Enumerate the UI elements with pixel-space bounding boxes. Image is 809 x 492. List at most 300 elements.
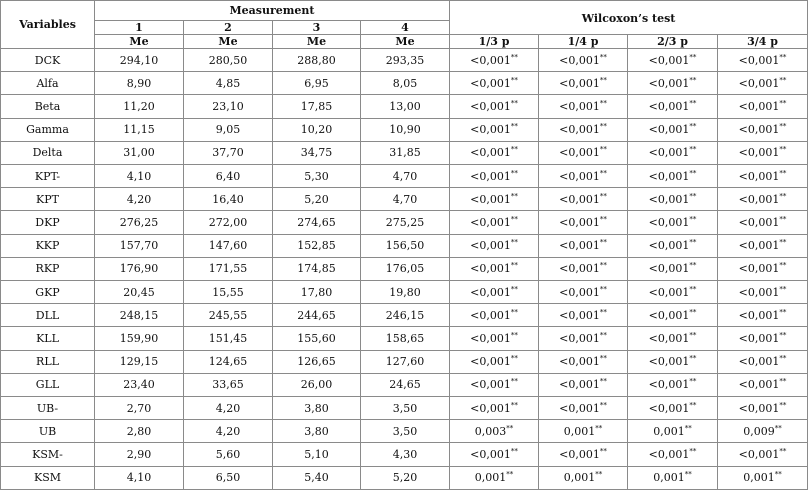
median-value: 34,75 (273, 141, 361, 164)
p-value-cell (539, 257, 628, 280)
p-value: <0,001 (648, 216, 690, 230)
significance-mark: ** (510, 192, 518, 201)
p-value: <0,001 (738, 401, 780, 415)
me-header: Me (273, 35, 361, 49)
measurement-4-header: 4 (361, 21, 450, 35)
p-value: <0,001 (648, 100, 690, 113)
variable-name: KKP (1, 234, 95, 257)
p-value: <0,001 (738, 448, 780, 462)
p-value-cell (718, 327, 808, 350)
median-value: 126,65 (273, 350, 361, 373)
p-value-cell (450, 141, 539, 164)
median-value: 174,85 (273, 257, 361, 280)
p-value: <0,001 (559, 192, 600, 206)
significance-mark: ** (595, 470, 603, 479)
p-value-cell (539, 95, 628, 118)
p-value: 0,009 (743, 424, 775, 438)
p-value-cell (628, 257, 718, 280)
p-value: <0,001 (559, 100, 600, 113)
median-value: 248,15 (95, 304, 184, 327)
variable-name: DLL (1, 304, 95, 327)
p-value: 0,001 (653, 424, 685, 438)
significance-mark: ** (689, 168, 697, 177)
p-value: <0,001 (559, 146, 600, 160)
p-value-cell (450, 373, 539, 396)
p-value-cell (628, 188, 718, 211)
table-row (1, 373, 808, 396)
p-value-cell (628, 118, 718, 141)
p-value-cell (450, 165, 539, 188)
p-value-cell (718, 211, 808, 234)
significance-mark: ** (689, 192, 697, 201)
p-value: <0,001 (470, 169, 511, 183)
table-row (1, 141, 808, 164)
variable-name: KLL (1, 327, 95, 350)
p-value-cell (450, 95, 539, 118)
p-value-cell (450, 118, 539, 141)
significance-mark: ** (510, 99, 518, 108)
p-value: <0,001 (648, 401, 690, 415)
significance-mark: ** (779, 238, 787, 247)
p-value-cell (628, 72, 718, 95)
p-value: <0,001 (470, 355, 511, 369)
p-value: <0,001 (738, 76, 780, 90)
significance-mark: ** (510, 331, 518, 340)
p-value: <0,001 (738, 239, 780, 253)
median-value: 159,90 (95, 327, 184, 350)
p-value: <0,001 (648, 378, 690, 392)
p-value: <0,001 (648, 146, 690, 160)
p-value: <0,001 (738, 146, 780, 160)
median-value: 274,65 (273, 211, 361, 234)
p-value-cell (450, 466, 539, 489)
p-value-cell (450, 72, 539, 95)
median-value: 33,65 (184, 373, 273, 396)
p-value: <0,001 (738, 53, 780, 67)
variable-name: Delta (1, 141, 95, 164)
p-value-cell (450, 420, 539, 443)
median-value: 3,50 (361, 420, 450, 443)
significance-mark: ** (689, 308, 697, 317)
median-value: 151,45 (184, 327, 273, 350)
significance-mark: ** (779, 145, 787, 154)
significance-mark: ** (779, 261, 787, 270)
p-value: <0,001 (470, 192, 511, 206)
p-value-cell (718, 257, 808, 280)
table-body (1, 49, 808, 490)
table-row (1, 350, 808, 373)
significance-mark: ** (599, 168, 607, 177)
p-value-cell (628, 234, 718, 257)
p-value: <0,001 (559, 169, 600, 183)
measurement-3-header: 3 (273, 21, 361, 35)
median-value: 5,40 (273, 466, 361, 489)
significance-mark: ** (510, 145, 518, 154)
p-value: <0,001 (738, 100, 780, 113)
significance-mark: ** (689, 331, 697, 340)
significance-mark: ** (779, 331, 787, 340)
p-value-cell (628, 466, 718, 489)
p-value-cell (718, 234, 808, 257)
median-value: 176,05 (361, 257, 450, 280)
median-value: 127,60 (361, 350, 450, 373)
p-value-cell (539, 466, 628, 489)
median-value: 9,05 (184, 118, 273, 141)
significance-mark: ** (779, 192, 787, 201)
p-value: <0,001 (470, 216, 511, 230)
p-value-cell (718, 165, 808, 188)
median-value: 4,70 (361, 188, 450, 211)
p-value-cell (718, 466, 808, 489)
significance-mark: ** (599, 122, 607, 131)
median-value: 245,55 (184, 304, 273, 327)
median-value: 124,65 (184, 350, 273, 373)
significance-mark: ** (779, 99, 787, 108)
p-value: <0,001 (559, 308, 600, 322)
significance-mark: ** (506, 470, 514, 479)
test-1-3-header: 1/3 p (450, 35, 539, 49)
table-row (1, 420, 808, 443)
p-value-cell (450, 327, 539, 350)
p-value: <0,001 (470, 100, 511, 113)
median-value: 4,10 (95, 165, 184, 188)
median-value: 4,85 (184, 72, 273, 95)
significance-mark: ** (510, 168, 518, 177)
p-value-cell (539, 304, 628, 327)
significance-mark: ** (599, 354, 607, 363)
median-value: 8,90 (95, 72, 184, 95)
median-value: 13,00 (361, 95, 450, 118)
p-value-cell (539, 211, 628, 234)
p-value-cell (718, 188, 808, 211)
significance-mark: ** (510, 354, 518, 363)
median-value: 275,25 (361, 211, 450, 234)
median-value: 11,15 (95, 118, 184, 141)
p-value-cell (539, 118, 628, 141)
variable-name: KSM- (1, 443, 95, 466)
median-value: 147,60 (184, 234, 273, 257)
median-value: 16,40 (184, 188, 273, 211)
variable-name: RLL (1, 350, 95, 373)
variable-name: RKP (1, 257, 95, 280)
p-value: 0,001 (743, 471, 775, 485)
p-value: <0,001 (470, 53, 511, 67)
p-value: <0,001 (470, 285, 511, 299)
p-value: <0,001 (648, 355, 690, 369)
significance-mark: ** (779, 308, 787, 317)
significance-mark: ** (689, 52, 697, 61)
median-value: 24,65 (361, 373, 450, 396)
p-value: <0,001 (738, 308, 780, 322)
p-value-cell (450, 257, 539, 280)
median-value: 294,10 (95, 49, 184, 72)
p-value-cell (450, 397, 539, 420)
p-value-cell (450, 211, 539, 234)
median-value: 280,50 (184, 49, 273, 72)
table-row (1, 211, 808, 234)
variable-name: GKP (1, 281, 95, 304)
p-value-cell (718, 118, 808, 141)
p-value: <0,001 (559, 448, 600, 462)
p-value-cell (628, 304, 718, 327)
median-value: 31,00 (95, 141, 184, 164)
p-value: 0,001 (563, 424, 596, 438)
p-value-cell (539, 141, 628, 164)
p-value-cell (628, 211, 718, 234)
p-value: <0,001 (738, 285, 780, 299)
p-value: <0,001 (648, 285, 690, 299)
variable-name: DKP (1, 211, 95, 234)
significance-mark: ** (689, 238, 697, 247)
variable-name: KPT (1, 188, 95, 211)
significance-mark: ** (684, 470, 692, 479)
p-value: <0,001 (559, 262, 600, 276)
significance-mark: ** (774, 470, 782, 479)
significance-mark: ** (599, 192, 607, 201)
p-value-cell (539, 373, 628, 396)
variable-name: UB- (1, 397, 95, 420)
significance-mark: ** (599, 145, 607, 154)
p-value-cell (628, 49, 718, 72)
significance-mark: ** (779, 447, 787, 456)
variable-name: KSM (1, 466, 95, 489)
median-value: 6,40 (184, 165, 273, 188)
median-value: 10,20 (273, 118, 361, 141)
table-row (1, 49, 808, 72)
table-row (1, 72, 808, 95)
median-value: 4,30 (361, 443, 450, 466)
significance-mark: ** (510, 447, 518, 456)
p-value-cell (718, 373, 808, 396)
median-value: 17,80 (273, 281, 361, 304)
table-row (1, 95, 808, 118)
significance-mark: ** (689, 354, 697, 363)
p-value: <0,001 (648, 123, 690, 137)
p-value: <0,001 (738, 169, 780, 183)
significance-mark: ** (510, 377, 518, 386)
p-value-cell (628, 397, 718, 420)
p-value-cell (628, 350, 718, 373)
significance-mark: ** (599, 308, 607, 317)
significance-mark: ** (779, 215, 787, 224)
table-row (1, 234, 808, 257)
p-value: 0,001 (474, 471, 507, 485)
median-value: 26,00 (273, 373, 361, 396)
p-value-cell (539, 397, 628, 420)
significance-mark: ** (689, 145, 697, 154)
p-value: <0,001 (648, 332, 690, 346)
median-value: 8,05 (361, 72, 450, 95)
significance-mark: ** (595, 424, 603, 433)
p-value: <0,001 (470, 401, 511, 415)
p-value-cell (450, 188, 539, 211)
significance-mark: ** (510, 400, 518, 409)
median-value: 5,30 (273, 165, 361, 188)
median-value: 3,80 (273, 420, 361, 443)
me-header: Me (95, 35, 184, 49)
median-value: 4,20 (184, 420, 273, 443)
significance-mark: ** (689, 76, 697, 85)
p-value-cell (718, 281, 808, 304)
p-value-cell (718, 141, 808, 164)
p-value: <0,001 (559, 53, 600, 67)
variable-name: Beta (1, 95, 95, 118)
significance-mark: ** (510, 76, 518, 85)
p-value: <0,001 (738, 262, 780, 276)
p-value: <0,001 (738, 355, 780, 369)
median-value: 15,55 (184, 281, 273, 304)
p-value-cell (450, 443, 539, 466)
p-value-cell (539, 443, 628, 466)
median-value: 4,70 (361, 165, 450, 188)
p-value: 0,001 (653, 471, 685, 485)
significance-mark: ** (510, 52, 518, 61)
significance-mark: ** (689, 377, 697, 386)
p-value-cell (539, 49, 628, 72)
p-value: <0,001 (470, 146, 511, 160)
p-value: <0,001 (648, 308, 690, 322)
p-value: <0,001 (648, 192, 690, 206)
significance-mark: ** (689, 261, 697, 270)
median-value: 17,85 (273, 95, 361, 118)
significance-mark: ** (510, 261, 518, 270)
median-value: 5,10 (273, 443, 361, 466)
p-value-cell (539, 327, 628, 350)
p-value-cell (450, 350, 539, 373)
p-value-cell (450, 304, 539, 327)
significance-mark: ** (510, 238, 518, 247)
p-value: <0,001 (470, 123, 511, 137)
p-value: <0,001 (470, 76, 511, 90)
table-row (1, 466, 808, 489)
median-value: 10,90 (361, 118, 450, 141)
median-value: 19,80 (361, 281, 450, 304)
median-value: 129,15 (95, 350, 184, 373)
p-value: <0,001 (648, 448, 690, 462)
median-value: 5,60 (184, 443, 273, 466)
p-value: <0,001 (559, 285, 600, 299)
variable-name: GLL (1, 373, 95, 396)
p-value-cell (539, 281, 628, 304)
table-row (1, 304, 808, 327)
p-value: <0,001 (648, 53, 690, 67)
significance-mark: ** (779, 284, 787, 293)
variable-name: DCK (1, 49, 95, 72)
p-value-cell (539, 165, 628, 188)
measurement-1-header: 1 (95, 21, 184, 35)
median-value: 6,50 (184, 466, 273, 489)
median-value: 4,20 (184, 397, 273, 420)
p-value-cell (628, 327, 718, 350)
table-row (1, 443, 808, 466)
p-value: <0,001 (559, 401, 600, 415)
p-value-cell (718, 350, 808, 373)
significance-mark: ** (510, 215, 518, 224)
p-value-cell (450, 281, 539, 304)
median-value: 5,20 (361, 466, 450, 489)
median-value: 2,90 (95, 443, 184, 466)
p-value-cell (718, 72, 808, 95)
median-value: 176,90 (95, 257, 184, 280)
median-value: 158,65 (361, 327, 450, 350)
significance-mark: ** (599, 215, 607, 224)
significance-mark: ** (599, 400, 607, 409)
median-value: 293,35 (361, 49, 450, 72)
p-value: <0,001 (738, 123, 780, 137)
table-row (1, 327, 808, 350)
measurement-header: Measurement (95, 1, 450, 21)
wilcoxon-header: Wilcoxon’s test (450, 1, 808, 35)
p-value: <0,001 (648, 76, 690, 90)
p-value-cell (628, 443, 718, 466)
p-value: <0,001 (470, 308, 511, 322)
p-value: <0,001 (559, 239, 600, 253)
p-value: <0,001 (559, 378, 600, 392)
median-value: 244,65 (273, 304, 361, 327)
p-value: 0,001 (563, 471, 596, 485)
p-value-cell (628, 141, 718, 164)
significance-mark: ** (599, 238, 607, 247)
p-value: <0,001 (559, 332, 600, 346)
median-value: 4,10 (95, 466, 184, 489)
significance-mark: ** (599, 377, 607, 386)
table-row (1, 165, 808, 188)
significance-mark: ** (599, 331, 607, 340)
median-value: 276,25 (95, 211, 184, 234)
p-value-cell (628, 420, 718, 443)
measurement-2-header: 2 (184, 21, 273, 35)
significance-mark: ** (684, 424, 692, 433)
significance-mark: ** (689, 447, 697, 456)
p-value: <0,001 (738, 192, 780, 206)
significance-mark: ** (689, 122, 697, 131)
p-value-cell (628, 373, 718, 396)
significance-mark: ** (599, 52, 607, 61)
p-value-cell (450, 49, 539, 72)
median-value: 155,60 (273, 327, 361, 350)
median-value: 4,20 (95, 188, 184, 211)
median-value: 5,20 (273, 188, 361, 211)
p-value-cell (539, 420, 628, 443)
median-value: 31,85 (361, 141, 450, 164)
median-value: 2,70 (95, 397, 184, 420)
variable-name: Gamma (1, 118, 95, 141)
p-value: <0,001 (738, 216, 780, 230)
significance-mark: ** (599, 261, 607, 270)
p-value: <0,001 (470, 332, 511, 346)
p-value-cell (718, 443, 808, 466)
median-value: 156,50 (361, 234, 450, 257)
significance-mark: ** (779, 52, 787, 61)
significance-mark: ** (510, 284, 518, 293)
test-1-4-header: 1/4 p (539, 35, 628, 49)
p-value-cell (718, 49, 808, 72)
p-value: <0,001 (470, 448, 511, 462)
significance-mark: ** (689, 284, 697, 293)
median-value: 3,80 (273, 397, 361, 420)
median-value: 288,80 (273, 49, 361, 72)
median-value: 171,55 (184, 257, 273, 280)
significance-mark: ** (774, 424, 782, 433)
p-value: 0,003 (474, 424, 507, 438)
test-2-3-header: 2/3 p (628, 35, 718, 49)
p-value: <0,001 (470, 239, 511, 253)
median-value: 37,70 (184, 141, 273, 164)
median-value: 6,95 (273, 72, 361, 95)
median-value: 23,40 (95, 373, 184, 396)
p-value-cell (628, 95, 718, 118)
p-value: <0,001 (648, 239, 690, 253)
